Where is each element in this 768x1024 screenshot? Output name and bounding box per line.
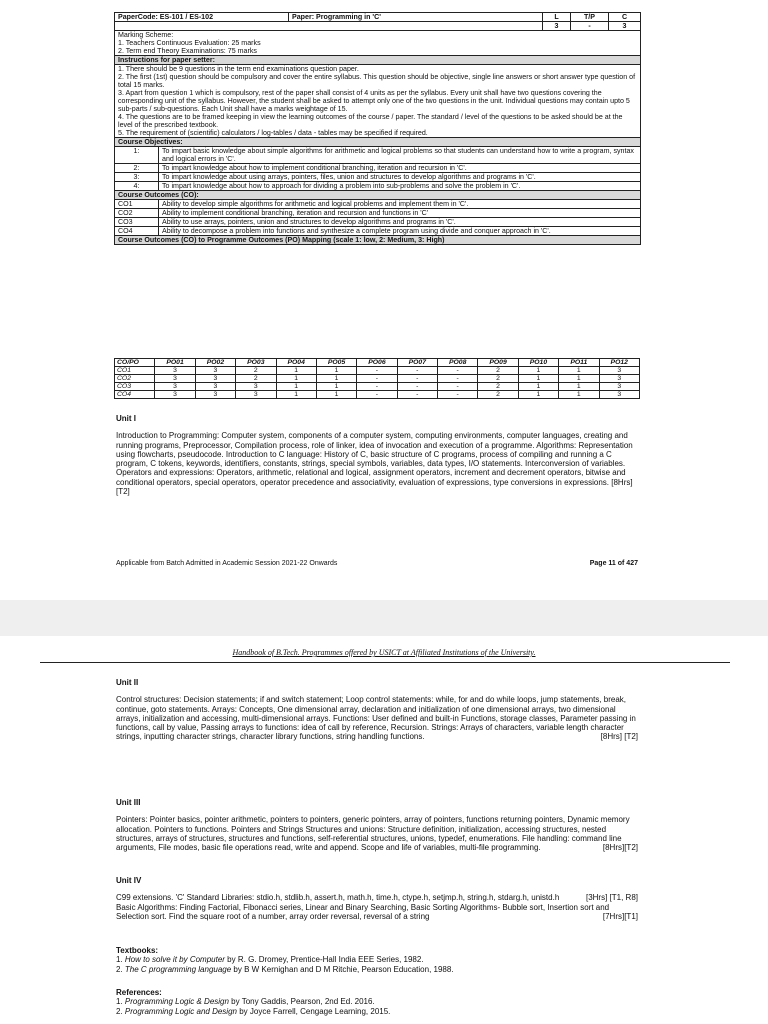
mapping-cell: 2 — [236, 367, 276, 375]
syllabus-table — [114, 12, 641, 245]
mapping-header-cell: PO02 — [195, 359, 235, 367]
mapping-cell: - — [357, 391, 397, 399]
book-title: Programming Logic and Design — [124, 1006, 237, 1016]
textbook-item — [116, 955, 638, 964]
mapping-header-cell: PO07 — [397, 359, 437, 367]
page-footer — [116, 560, 638, 567]
val-l: 3 — [543, 22, 571, 31]
mapping-cell: CO4 — [115, 391, 155, 399]
unit-text: Introduction to Programming: Computer system, components of a computer system, computing environments, computer languages, creating and running programs, Preprocessor, Compilation process, role of linker, idea of invocation and execution of a programme. Algorithms: Representation using flowcharts, pseudocode. Introduction to C language: History of C, basic structure of C programs, process of compiling and running a C program, C tokens, keywords, identifiers, constants, strings, special symbols, variables, data types, I/O statements. Interconversion of variables. Operators and expressions: Operators, arithmetic, relational and logical, assignment operators, increment and decrement operators, bitwise and conditional operators, special operators, operator precedence and associativity, evaluation of expressions, type conversions in expressions. — [116, 431, 633, 487]
outcome-number: CO1 — [115, 200, 159, 209]
mapping-header-cell: PO05 — [316, 359, 356, 367]
mapping-row — [115, 391, 640, 399]
mapping-row — [115, 375, 640, 383]
textbooks-title: Textbooks: — [116, 946, 159, 955]
outcome-text: Ability to use arrays, pointers, union and structures to develop algorithms and programs in 'C'. — [159, 218, 641, 227]
mapping-cell: 2 — [478, 391, 518, 399]
page-separator — [0, 600, 768, 636]
unit-hours: [7Hrs][T1] — [602, 911, 638, 921]
mapping-cell: 1 — [276, 375, 316, 383]
outcome-row — [115, 218, 641, 227]
mapping-cell: - — [438, 367, 478, 375]
marking-title: Marking Scheme: — [118, 31, 174, 39]
mapping-cell: - — [438, 391, 478, 399]
mapping-cell: 3 — [599, 391, 640, 399]
mapping-cell: - — [357, 367, 397, 375]
unit-hours: [3Hrs] [T1, R8] — [585, 893, 638, 903]
objective-row — [115, 173, 641, 182]
val-c: 3 — [609, 22, 641, 31]
mapping-cell: 3 — [155, 383, 195, 391]
marking-item: 2. Term end Theory Examinations: 75 marks — [118, 47, 257, 55]
mapping-cell: - — [397, 391, 437, 399]
objective-row — [115, 164, 641, 173]
mapping-cell: 3 — [236, 383, 276, 391]
col-l: L — [543, 13, 571, 22]
unit-text: C99 extensions. 'C' Standard Libraries: stdio.h, stdlib.h, assert.h, math.h, time.h, ctype.h, setjmp.h, string.h, stdarg.h, unistd.h — [116, 893, 560, 903]
mapping-cell: - — [438, 383, 478, 391]
marking-item: 1. Teachers Continuous Evaluation: 25 marks — [118, 39, 261, 47]
mapping-cell: 1 — [316, 375, 356, 383]
val-tp: - — [571, 22, 609, 31]
outcome-text: Ability to develop simple algorithms for arithmetic and logical problems and implement them in 'C'. — [159, 200, 641, 209]
mapping-cell: 1 — [518, 375, 558, 383]
instruction-item: 1. There should be 9 questions in the term end examinations question paper. — [118, 65, 359, 73]
mapping-header-cell: PO03 — [236, 359, 276, 367]
mapping-cell: 1 — [316, 383, 356, 391]
mapping-cell: 3 — [195, 375, 235, 383]
objective-number: 3: — [115, 173, 159, 182]
mapping-cell: 3 — [195, 391, 235, 399]
objective-number: 1: — [115, 147, 159, 164]
item-number: 2. — [116, 964, 123, 974]
credits-row — [115, 22, 641, 31]
mapping-cell: 3 — [236, 391, 276, 399]
objective-text: To impart knowledge about how to implement conditional branching, iteration and recursion in 'C'. — [159, 164, 641, 173]
mapping-cell: 1 — [518, 391, 558, 399]
mapping-title: Course Outcomes (CO) to Programme Outcomes (PO) Mapping (scale 1: low, 2: Medium, 3: High) — [115, 236, 641, 245]
col-c: C — [609, 13, 641, 22]
unit-text: Control structures: Decision statements; if and switch statement; Loop control statements: while, for and do while loops, jump statements, break, continue, goto statements. Arrays: Concepts, One dimensional array, declaration and initialization of one dimensional arrays, two dimensional arrays, initialization and accessing, multi-dimensional arrays. Functions: User defined and built-in Functions, storage classes, Parameter passing in functions, call by value, Passing arrays to functions: idea of call by reference, Recursion. Strings: Arrays of characters, variable length character strings, inputting character strings, character library functions, string handling functions. — [116, 695, 636, 742]
unit-title: Unit III — [116, 798, 141, 807]
mapping-header-cell: PO11 — [559, 359, 599, 367]
document-page-2 — [0, 636, 768, 1024]
reference-item — [116, 1007, 638, 1016]
mapping-cell: 1 — [518, 367, 558, 375]
co-po-mapping-table — [114, 358, 640, 399]
mapping-cell: 1 — [276, 367, 316, 375]
mapping-cell: 2 — [236, 375, 276, 383]
unit-title: Unit II — [116, 678, 139, 687]
unit-1 — [116, 414, 638, 496]
textbooks — [116, 946, 638, 974]
mapping-cell: 3 — [155, 391, 195, 399]
page-number: Page 11 of 427 — [589, 560, 638, 567]
objective-text: To impart basic knowledge about simple algorithms for arithmetic and logical problems so that students can understand how to write a program, syntax and logical errors in 'C'. — [159, 147, 641, 164]
header-rule — [40, 662, 730, 663]
mapping-row — [115, 383, 640, 391]
mapping-cell: 3 — [599, 367, 640, 375]
unit-text: Basic Algorithms: Finding Factorial, Fibonacci series, Linear and Binary Searching, Basic Sorting Algorithms- Bubble sort, Insertion sort and Selection sort. Find the square root of a number, array order reversal, reversal of a string — [116, 902, 610, 921]
mapping-cell: 1 — [559, 391, 599, 399]
book-title: The C programming language — [124, 964, 232, 974]
outcome-text: Ability to decompose a problem into functions and synthesize a complete program using divide and conquer approach in 'C'. — [159, 227, 641, 236]
item-number: 2. — [116, 1006, 123, 1016]
outcome-text: Ability to implement conditional branching, iteration and recursion and functions in 'C' — [159, 209, 641, 218]
mapping-cell: CO3 — [115, 383, 155, 391]
book-details: by Joyce Farrell, Cengage Learning, 2015. — [236, 1006, 391, 1016]
references-title: References: — [116, 988, 162, 997]
mapping-cell: 3 — [599, 383, 640, 391]
objective-row — [115, 147, 641, 164]
instruction-item: 3. Apart from question 1 which is compulsory, rest of the paper shall consist of 4 units as per the syllabus. Every unit shall have two questions covering the corresponding unit of the syllabus. However, the student shall be asked to attempt only one of the two questions in the unit. Individual questions may contain upto 5 sub-parts / sub-questions. Each Unit shall have a marks weightage of 15. — [118, 89, 630, 113]
mapping-cell: 3 — [195, 367, 235, 375]
mapping-cell: - — [397, 383, 437, 391]
mapping-cell: CO2 — [115, 375, 155, 383]
mapping-cell: CO1 — [115, 367, 155, 375]
mapping-header-row — [115, 359, 640, 367]
mapping-cell: - — [438, 375, 478, 383]
outcome-row — [115, 200, 641, 209]
mapping-cell: - — [397, 375, 437, 383]
outcomes-title: Course Outcomes (CO): — [115, 191, 641, 200]
unit-3 — [116, 798, 638, 852]
mapping-cell: - — [357, 383, 397, 391]
book-title: How to solve it by Computer — [124, 955, 225, 965]
book-details: by R. G. Dromey, Prentice-Hall India EEE Series, 1982. — [224, 955, 424, 965]
mapping-cell: 1 — [316, 391, 356, 399]
mapping-cell: 3 — [195, 383, 235, 391]
unit-title: Unit I — [116, 414, 136, 423]
mapping-header-cell: PO12 — [599, 359, 640, 367]
outcome-number: CO2 — [115, 209, 159, 218]
instructions-row — [115, 65, 641, 138]
mapping-header-cell: PO01 — [155, 359, 195, 367]
references — [116, 988, 638, 1016]
paper-code: PaperCode: ES-101 / ES-102 — [115, 13, 289, 22]
textbook-item — [116, 965, 638, 974]
mapping-cell: - — [397, 367, 437, 375]
mapping-header-cell: CO/PO — [115, 359, 155, 367]
outcome-row — [115, 209, 641, 218]
mapping-header-cell: PO06 — [357, 359, 397, 367]
mapping-cell: 1 — [559, 375, 599, 383]
instructions-title: Instructions for paper setter: — [115, 56, 641, 65]
unit-hours: [8Hrs][T2] — [116, 477, 633, 497]
mapping-cell: 3 — [599, 375, 640, 383]
mapping-cell: - — [357, 375, 397, 383]
unit-4 — [116, 876, 638, 921]
mapping-cell: 2 — [478, 367, 518, 375]
objective-number: 2: — [115, 164, 159, 173]
instruction-item: 5. The requirement of (scientific) calculators / log-tables / data - tables may be specified if required. — [118, 129, 428, 137]
outcome-number: CO4 — [115, 227, 159, 236]
mapping-cell: 1 — [518, 383, 558, 391]
item-number: 1. — [116, 955, 123, 965]
mapping-cell: 1 — [276, 391, 316, 399]
unit-text: Pointers: Pointer basics, pointer arithmetic, pointers to pointers, generic pointers, array of pointers, functions returning pointers, Dynamic memory allocation. Pointers to functions. Pointers and Strings Structures and unions: Structure definition, initialization, accessing structures, nested structures, arrays of structures, structures and functions, self-referential structures, unions, typedef, enumerations. File handling: command line arguments, File modes, basic file operations read, write and append. Scope and life of variables, multi-file programming. — [116, 815, 630, 853]
mapping-cell: 2 — [478, 383, 518, 391]
instruction-item: 2. The first (1st) question should be compulsory and cover the entire syllabus. This question should be objective, single line answers or short answer type question of total 15 marks. — [118, 73, 636, 89]
unit-title: Unit IV — [116, 876, 142, 885]
unit-hours: [8Hrs] [T2] — [600, 732, 638, 742]
mapping-header-cell: PO08 — [438, 359, 478, 367]
mapping-cell: 3 — [155, 375, 195, 383]
marking-scheme-row — [115, 31, 641, 56]
objectives-title: Course Objectives: — [115, 138, 641, 147]
reference-item — [116, 997, 638, 1006]
unit-2 — [116, 678, 638, 742]
paper-name: Paper: Programming in 'C' — [289, 13, 543, 22]
objective-text: To impart knowledge about how to approach for dividing a problem into sub-problems and solve the problem in 'C'. — [159, 182, 641, 191]
objective-row — [115, 182, 641, 191]
mapping-cell: 1 — [559, 367, 599, 375]
objective-text: To impart knowledge about using arrays, pointers, files, union and structures to develop algorithms and programs in 'C'. — [159, 173, 641, 182]
book-details: by B W Kernighan and D M Ritchie, Pearson Education, 1988. — [231, 964, 454, 974]
objective-number: 4: — [115, 182, 159, 191]
mapping-cell: 1 — [276, 383, 316, 391]
unit-hours: [8Hrs][T2] — [602, 843, 638, 853]
book-details: by Tony Gaddis, Pearson, 2nd Ed. 2016. — [228, 997, 375, 1007]
mapping-cell: 1 — [316, 367, 356, 375]
col-tp: T/P — [571, 13, 609, 22]
handbook-header: Handbook of B.Tech. Programmes offered by USICT at Affiliated Institutions of the University. — [232, 648, 536, 657]
book-title: Programming Logic & Design — [124, 997, 229, 1007]
mapping-header-cell: PO04 — [276, 359, 316, 367]
mapping-cell: 3 — [155, 367, 195, 375]
mapping-cell: 2 — [478, 375, 518, 383]
outcome-row — [115, 227, 641, 236]
instruction-item: 4. The questions are to be framed keeping in view the learning outcomes of the course / paper. The standard / level of the questions to be asked should be at the level of the prescribed textbook. — [118, 113, 623, 129]
mapping-header-cell: PO10 — [518, 359, 558, 367]
paper-header-row — [115, 13, 641, 22]
mapping-header-cell: PO09 — [478, 359, 518, 367]
mapping-row — [115, 367, 640, 375]
outcome-number: CO3 — [115, 218, 159, 227]
footer-applicability: Applicable from Batch Admitted in Academic Session 2021-22 Onwards — [116, 560, 338, 567]
item-number: 1. — [116, 997, 123, 1007]
mapping-cell: 1 — [559, 383, 599, 391]
